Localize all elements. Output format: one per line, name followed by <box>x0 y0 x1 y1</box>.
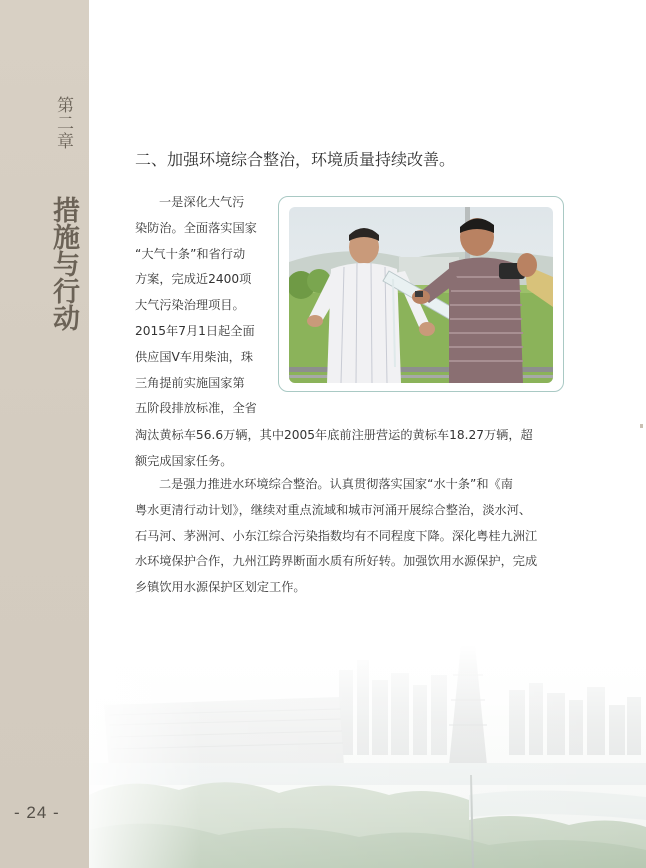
text-line: 水环境保护合作，九州江跨界断面水质有所好转。加强饮用水源保护，完成 <box>135 554 538 569</box>
paragraph-air-pollution-continued <box>135 423 555 475</box>
margin-mark <box>640 424 643 428</box>
text-line: “大气十条”和省行动 <box>135 246 246 261</box>
city-skyline-image <box>89 645 646 868</box>
text-line: 三角提前实施国家第 <box>135 375 245 390</box>
paragraph-water-environment <box>135 472 560 601</box>
chapter-sidebar <box>0 0 89 868</box>
photo-frame <box>278 196 564 392</box>
text-line: 五阶段排放标准，全省 <box>135 401 257 416</box>
text-line: 额完成国家任务。 <box>135 453 233 468</box>
water-sample-photo <box>289 207 553 383</box>
text-line: 石马河、茅洲河、小东江综合污染指数均有不同程度下降。深化粤桂九洲江 <box>135 528 538 543</box>
text-line: 大气污染治理项目。 <box>135 298 245 313</box>
text-line: 2015年7月1日起全面 <box>135 323 255 338</box>
chapter-label: 第二章 <box>53 96 73 150</box>
text-line: 一是深化大气污 <box>159 195 245 209</box>
text-line: 二是强力推进水环境综合整治。认真贯彻落实国家“水十条”和《南 <box>159 477 513 491</box>
text-line: 方案，完成近2400项 <box>135 272 252 287</box>
page-number: - 24 - <box>14 803 60 822</box>
text-line: 粤水更清行动计划》，继续对重点流域和城市河涌开展综合整治，淡水河、 <box>135 502 532 517</box>
text-line: 供应国V车用柴油，珠 <box>135 349 254 364</box>
section-heading: 二、加强环境综合整治，环境质量持续改善。 <box>135 150 456 169</box>
text-line: 乡镇饮用水源保护区划定工作。 <box>135 580 306 595</box>
text-line: 染防治。全面落实国家 <box>135 220 257 235</box>
section-title: 措施与行动 <box>48 196 79 331</box>
text-line: 淘汰黄标车56.6万辆，其中2005年底前注册营运的黄标车18.27万辆，超 <box>135 428 533 442</box>
paragraph-air-pollution <box>135 190 281 422</box>
